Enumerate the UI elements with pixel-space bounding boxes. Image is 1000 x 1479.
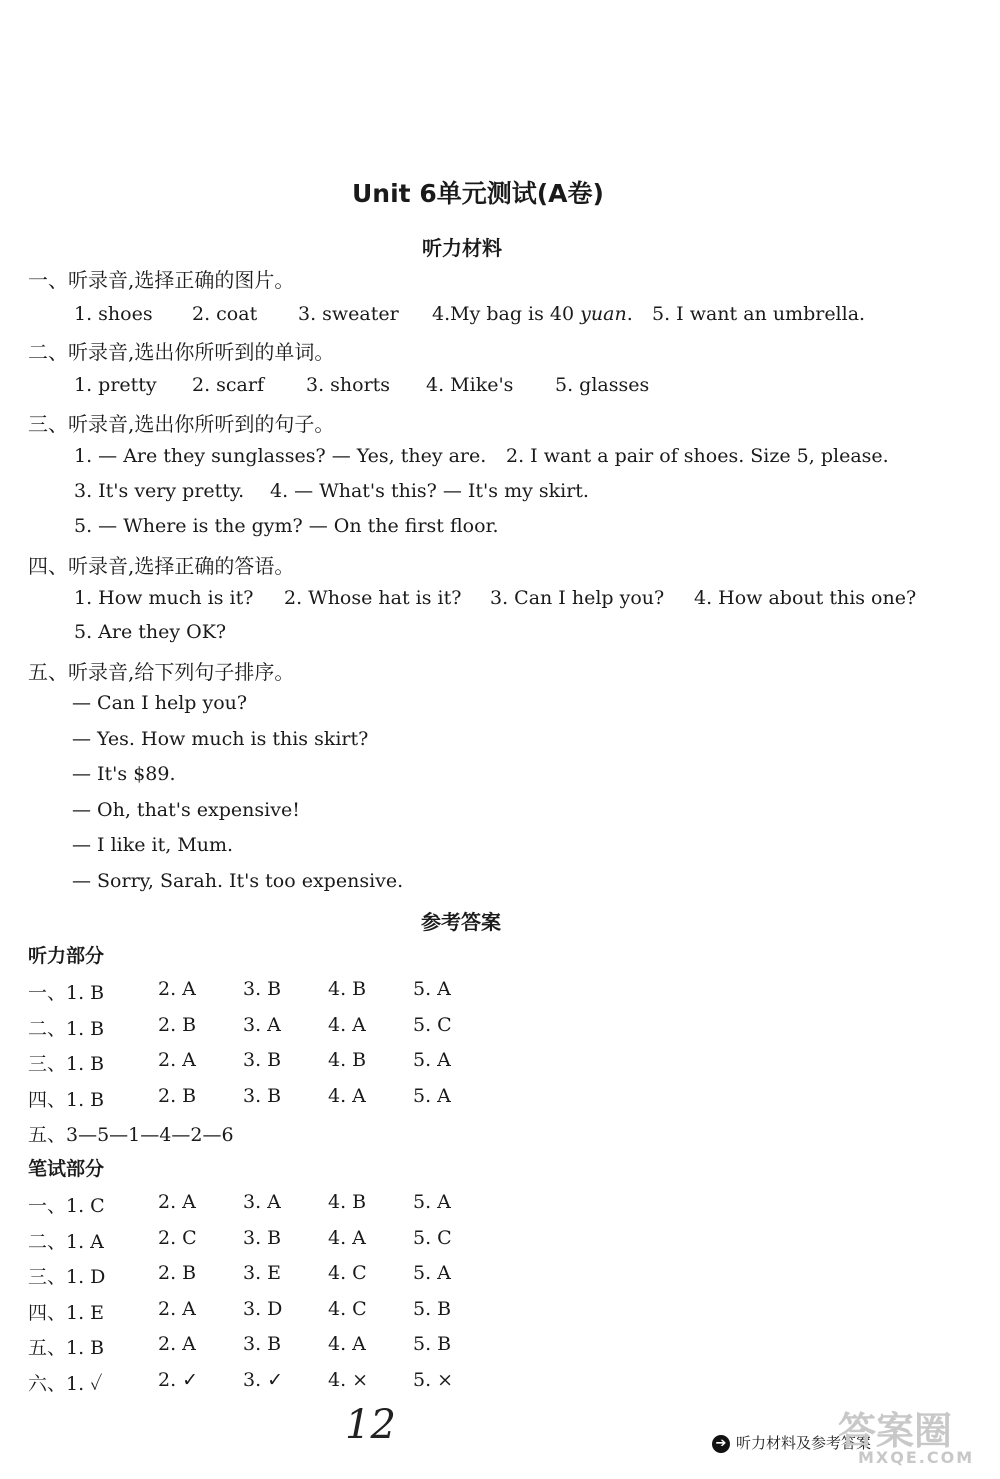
answer-cell: 5. A xyxy=(413,1191,451,1213)
answer-cell: 5. A xyxy=(413,978,451,1000)
answer-cell: 3. B xyxy=(243,1226,282,1249)
listening-item: 2. scarf xyxy=(192,374,265,396)
listening-item: 2. coat xyxy=(192,303,258,325)
answer-cell: 六、1. ✓ xyxy=(28,1372,103,1395)
watermark-logo: 答案圈 xyxy=(838,1409,953,1453)
listening-item: 5. glasses xyxy=(555,374,650,396)
answer-cell: 5. C xyxy=(413,1226,452,1249)
answers-heading: 参考答案 xyxy=(421,910,501,934)
answer-cell: 二、1. A xyxy=(28,1230,104,1253)
answer-cell: 3. A xyxy=(243,1191,281,1213)
listening-item: 3. sweater xyxy=(298,303,399,325)
listening-item: — It's $89. xyxy=(72,763,176,785)
section-heading: 二、听录音,选出你所听到的单词。 xyxy=(28,340,335,364)
section-heading: 五、听录音,给下列句子排序。 xyxy=(28,660,295,684)
watermark-url: MXQE.COM xyxy=(858,1448,975,1467)
answer-cell: 一、1. C xyxy=(28,1195,105,1217)
answer-cell: 4. B xyxy=(328,1049,367,1071)
handwritten-page-number: 12 xyxy=(345,1402,396,1448)
answer-cell: 三、1. B xyxy=(28,1053,105,1075)
listening-part-label: 听力部分 xyxy=(28,945,105,967)
listening-item: 2. Whose hat is it? xyxy=(284,587,462,609)
answer-cell: 4. A xyxy=(328,1333,366,1355)
listening-item: 5. Are they OK? xyxy=(74,621,227,643)
answer-cell: 2. A xyxy=(158,978,196,1000)
listening-item: 5. I want an umbrella. xyxy=(652,303,866,325)
answer-cell: 5. C xyxy=(413,1013,452,1036)
listening-item: 3. It's very pretty. xyxy=(74,480,245,502)
listening-item: 5. — Where is the gym? — On the first floor. xyxy=(74,515,499,537)
answer-cell: 3. B xyxy=(243,1049,282,1071)
footer-text: 听力材料及参考答案 xyxy=(736,1434,872,1452)
answer-cell: 4. × xyxy=(328,1368,369,1391)
answer-cell: 四、1. E xyxy=(28,1301,105,1324)
answer-cell: 5. × xyxy=(413,1368,454,1391)
answer-cell: 4. C xyxy=(328,1262,367,1284)
answer-cell: 三、1. D xyxy=(28,1266,106,1288)
answer-cell: 二、1. B xyxy=(28,1017,105,1040)
section-heading: 四、听录音,选择正确的答语。 xyxy=(28,554,295,578)
listening-item: 4.My bag is 40 yuan. xyxy=(432,303,633,325)
answer-cell: 4. A xyxy=(328,1226,366,1249)
listening-material-heading: 听力材料 xyxy=(422,236,502,260)
listening-item: 4. How about this one? xyxy=(694,587,917,609)
listening-item: 1. pretty xyxy=(74,374,157,396)
page-title: Unit 6单元测试(A卷) xyxy=(352,179,604,208)
listening-item: 3. shorts xyxy=(306,374,391,396)
listening-item: — Oh, that's expensive! xyxy=(72,799,300,821)
answer-cell: 5. A xyxy=(413,1049,451,1071)
section-heading: 三、听录音,选出你所听到的句子。 xyxy=(28,412,335,436)
listening-item: 3. Can I help you? xyxy=(490,587,665,609)
answer-cell: 4. A xyxy=(328,1013,366,1036)
listening-item: 4. — What's this? — It's my skirt. xyxy=(270,480,589,502)
answer-cell: 3. B xyxy=(243,978,282,1000)
answer-cell: 5. B xyxy=(413,1297,452,1320)
answer-cell: 2. ✓ xyxy=(158,1368,199,1391)
answer-cell: 3. E xyxy=(243,1262,282,1284)
section-heading: 一、听录音,选择正确的图片。 xyxy=(28,268,295,292)
answer-cell: 2. A xyxy=(158,1191,196,1213)
answer-cell: 5. A xyxy=(413,1262,451,1284)
answer-cell: 3. D xyxy=(243,1297,283,1320)
listening-item: 2. I want a pair of shoes. Size 5, please. xyxy=(506,445,889,467)
answer-cell: 4. B xyxy=(328,978,367,1000)
answer-cell: 2. A xyxy=(158,1297,196,1320)
answer-cell: 五、3—5—1—4—2—6 xyxy=(28,1124,234,1146)
listening-item: — Can I help you? xyxy=(72,692,248,714)
answer-cell: 一、1. B xyxy=(28,982,105,1004)
answer-cell: 4. C xyxy=(328,1297,367,1320)
answer-cell: 2. A xyxy=(158,1333,196,1355)
answer-cell: 5. B xyxy=(413,1333,452,1355)
answer-cell: 五、1. B xyxy=(28,1337,105,1359)
answer-cell: 2. B xyxy=(158,1013,197,1036)
answer-cell: 2. B xyxy=(158,1084,197,1107)
answer-cell: 3. B xyxy=(243,1333,282,1355)
arrow-right-circle-icon: ➔ xyxy=(712,1435,730,1453)
answer-cell: 2. A xyxy=(158,1049,196,1071)
listening-item: 1. shoes xyxy=(74,303,153,325)
answer-cell: 4. A xyxy=(328,1084,366,1107)
listening-item: 1. — Are they sunglasses? — Yes, they are. xyxy=(74,445,487,467)
answer-cell: 5. A xyxy=(413,1084,451,1107)
answer-cell: 3. ✓ xyxy=(243,1368,284,1391)
listening-item: 1. How much is it? xyxy=(74,587,254,609)
written-part-label: 笔试部分 xyxy=(28,1158,105,1180)
answer-cell: 3. A xyxy=(243,1013,281,1036)
answer-cell: 3. B xyxy=(243,1084,282,1107)
listening-item: — I like it, Mum. xyxy=(72,834,234,856)
listening-item: 4. Mike's xyxy=(426,374,514,396)
answer-cell: 四、1. B xyxy=(28,1088,105,1111)
answer-cell: 4. B xyxy=(328,1191,367,1213)
answer-cell: 2. B xyxy=(158,1262,197,1284)
answer-cell: 2. C xyxy=(158,1226,197,1249)
listening-item: — Sorry, Sarah. It's too expensive. xyxy=(72,870,404,892)
listening-item: — Yes. How much is this skirt? xyxy=(72,728,369,750)
